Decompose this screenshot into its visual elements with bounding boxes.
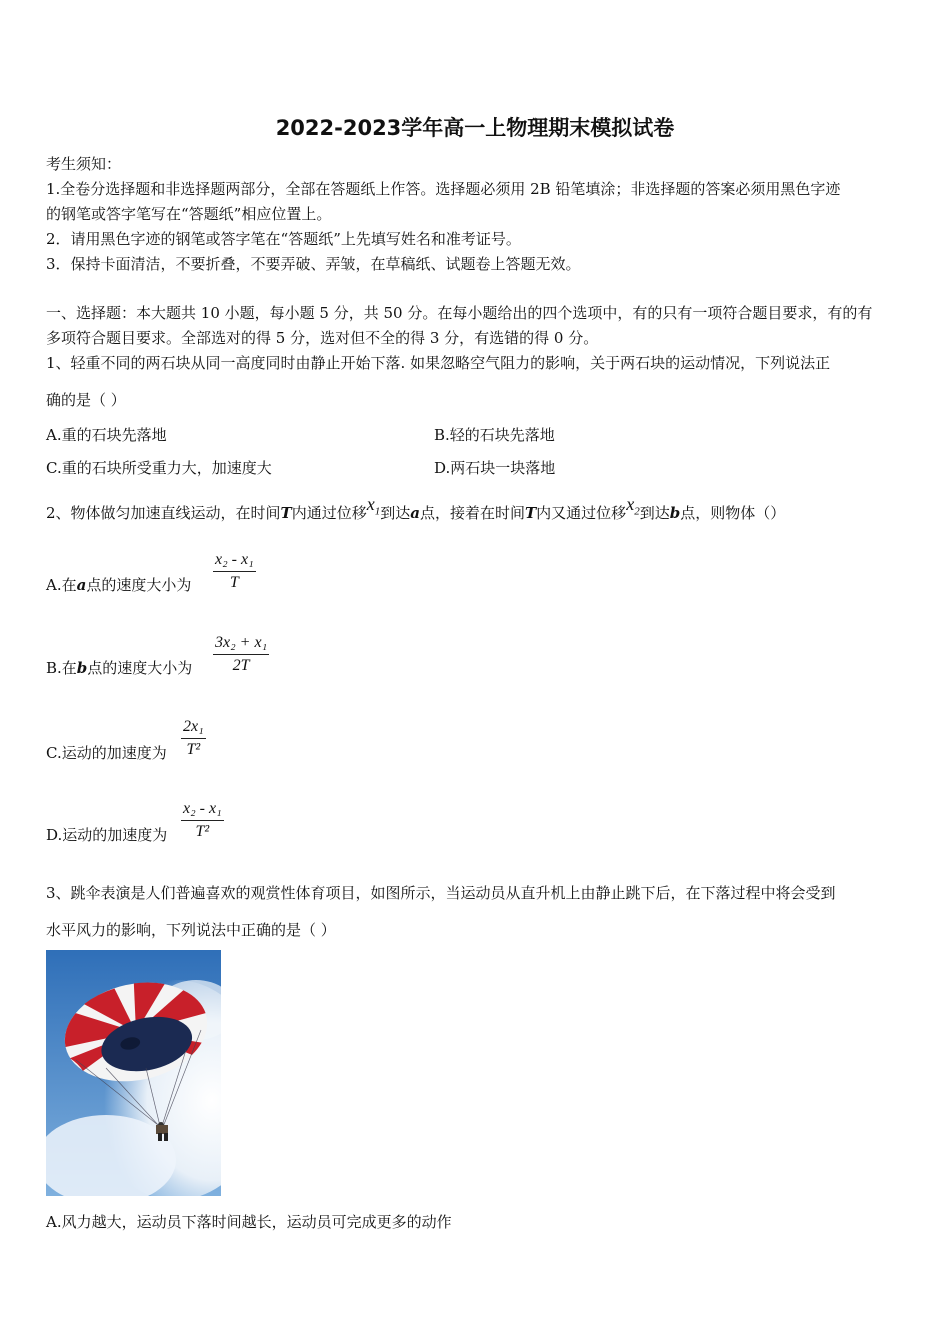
fraction-denominator: 2T — [232, 657, 250, 674]
q1-option-a: A.重的石块先落地 — [46, 426, 167, 444]
q1-option-b: B.轻的石块先落地 — [434, 426, 555, 444]
q2-var-a: a — [410, 504, 420, 522]
section-heading-cont: 多项符合题目要求。全部选对的得 5 分，选对但不全的得 3 分，有选错的得 0 分。 — [46, 329, 599, 347]
section-heading: 一、选择题：本大题共 10 小题，每小题 5 分，共 50 分。在每小题给出的四个选项中，有的只有一项符合题目要求，有的有 — [46, 304, 873, 322]
q2-var-x2: $x_2$ — [626, 494, 640, 518]
q2-text-7: 点，则物体（） — [680, 504, 786, 522]
q2-var-T: T — [280, 504, 292, 522]
q2-option-a: A.在a点的速度大小为 — [46, 576, 192, 594]
q1-stem: 1、轻重不同的两石块从同一高度同时由静止开始下落. 如果忽略空气阻力的影响，关于两石块的运动情况，下列说法正 — [46, 354, 831, 372]
q2-option-d-formula — [181, 798, 224, 843]
notice-heading: 考生须知： — [46, 155, 122, 173]
fraction-numerator: 3x₂ + x₁ — [213, 632, 269, 655]
q2-option-b-formula — [213, 632, 269, 677]
q2-var-x1: $x_1$ — [366, 494, 381, 518]
q2-var-T2: T — [525, 504, 537, 522]
q3-stem-cont: 水平风力的影响，下列说法中正确的是（ ） — [46, 921, 336, 939]
notice-item-2: 2．请用黑色字迹的钢笔或答字笔在“答题纸”上先填写姓名和准考证号。 — [46, 230, 521, 248]
q2-stem — [46, 494, 786, 526]
fraction-numerator: x₂ - x₁ — [181, 798, 224, 821]
parachute-illustration — [46, 950, 221, 1196]
q2-option-c-formula — [181, 716, 206, 761]
notice-item-1: 1.全卷分选择题和非选择题两部分，全部在答题纸上作答。选择题必须用 2B 铅笔填涂；非选择题的答案必须用黑色字迹 — [46, 180, 841, 198]
q2-var-b: b — [669, 504, 681, 522]
q1-option-c: C.重的石块所受重力大，加速度大 — [46, 459, 272, 477]
q2-text-6: 到达 — [639, 504, 670, 522]
page-title: 2022-2023学年高一上物理期末模拟试卷 — [275, 116, 675, 140]
notice-item-3: 3．保持卡面清洁，不要折叠，不要弄破、弄皱，在草稿纸、试题卷上答题无效。 — [46, 255, 581, 273]
q2-option-c: C.运动的加速度为 — [46, 744, 167, 762]
fraction-numerator: x₂ - x₁ — [213, 549, 256, 572]
q2-option-b: B.在b点的速度大小为 — [46, 659, 193, 677]
q2-text-5: 内又通过位移 — [536, 504, 627, 522]
q1-stem-cont: 确的是（ ） — [46, 391, 126, 409]
notice-item-1-cont: 的钢笔或答字笔写在“答题纸”相应位置上。 — [46, 205, 332, 223]
fraction-denominator: T² — [195, 823, 210, 840]
q2-text-1: 2、物体做匀加速直线运动，在时间 — [46, 504, 281, 522]
parachute-photo — [46, 950, 221, 1196]
q2-text-2: 内通过位移 — [291, 504, 367, 522]
q2-option-d: D.运动的加速度为 — [46, 826, 168, 844]
q3-option-a: A.风力越大，运动员下落时间越长，运动员可完成更多的动作 — [46, 1213, 452, 1231]
q2-option-a-formula — [213, 549, 256, 594]
fraction-denominator: T² — [186, 741, 201, 758]
fraction-numerator: 2x₁ — [181, 716, 206, 739]
q2-text-4: 点，接着在时间 — [419, 504, 525, 522]
q3-stem: 3、跳伞表演是人们普遍喜欢的观赏性体育项目，如图所示，当运动员从直升机上由静止跳下后，在下落过程中将会受到 — [46, 884, 836, 902]
fraction-denominator: T — [229, 574, 239, 591]
q1-option-d: D.两石块一块落地 — [434, 459, 556, 477]
q2-text-3: 到达 — [380, 504, 411, 522]
